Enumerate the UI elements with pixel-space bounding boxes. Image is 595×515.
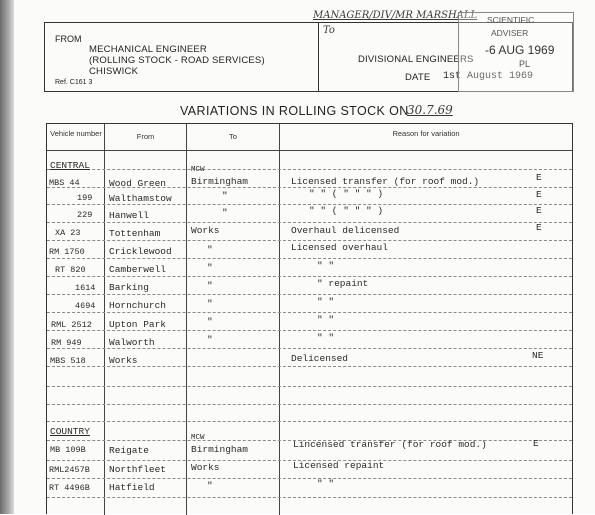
from-label: FROM <box>55 34 82 44</box>
to-maker: MCW <box>191 434 205 442</box>
column-divider <box>104 124 105 515</box>
reason: " repaint <box>317 278 369 289</box>
reason: " " ( " " " ) <box>309 188 384 199</box>
stamp-line-2: ADVISER <box>491 28 529 38</box>
row-rule <box>47 421 572 422</box>
from-garage: Upton Park <box>109 319 167 330</box>
header-to: To <box>229 132 237 141</box>
vehicle-number: 199 <box>77 193 93 203</box>
page-edge-shadow <box>0 0 14 514</box>
from-line-2: (ROLLING STOCK - ROAD SERVICES) <box>89 55 265 66</box>
vehicle-number: MBS 518 <box>50 356 86 366</box>
from-garage: Cricklewood <box>109 246 172 257</box>
from-garage: Hatfield <box>109 482 155 493</box>
received-stamp <box>458 12 574 92</box>
from-garage: Works <box>109 355 138 366</box>
column-divider <box>186 124 187 515</box>
title-date: 30.7.69 <box>407 103 453 117</box>
variations-table <box>46 123 573 514</box>
section-country: COUNTRY <box>50 426 90 437</box>
status-code: E <box>536 172 542 183</box>
vehicle-number: 4694 <box>75 301 96 311</box>
row-rule <box>47 348 572 349</box>
row-rule <box>47 258 572 259</box>
stamp-line-4: PL <box>519 59 531 69</box>
row-rule <box>47 294 572 295</box>
from-garage: Northfleet <box>109 464 167 475</box>
from-garage: Walthamstow <box>109 193 172 204</box>
reason: " " <box>317 296 335 307</box>
from-garage: Camberwell <box>109 264 167 275</box>
from-garage: Hanwell <box>109 210 149 221</box>
reason: Licensed transfer (for roof mod.) <box>291 176 480 187</box>
row-rule <box>47 276 572 277</box>
row-rule <box>47 386 572 387</box>
reason: Licensed repaint <box>293 460 385 471</box>
reason: Delicensed <box>291 353 349 364</box>
from-garage: Wood Green <box>109 178 167 189</box>
reason: " " <box>317 332 335 343</box>
row-rule <box>47 404 572 405</box>
vehicle-number: XA 23 <box>55 228 81 238</box>
stamp-line-1: SCIENTIFIC <box>487 15 535 25</box>
from-garage: Barking <box>109 282 149 293</box>
vehicle-number: MBS 44 <box>49 178 80 188</box>
date-value: 1st August 1969 <box>443 71 534 82</box>
to-destination: " <box>207 262 213 273</box>
from-line-1: MECHANICAL ENGINEER <box>89 44 207 55</box>
status-code: E <box>536 222 542 233</box>
from-garage: Hornchurch <box>109 300 167 311</box>
vehicle-number: RT 820 <box>55 265 86 275</box>
to-destination: " <box>207 480 213 491</box>
vehicle-number: 229 <box>77 210 93 220</box>
page-title: VARIATIONS IN ROLLING STOCK ON <box>180 104 409 118</box>
handwritten-recipient: MANAGER/DIV/MR MARSHALL <box>313 10 478 21</box>
to-destination: Birmingham <box>191 176 249 187</box>
vehicle-number: RM 949 <box>51 338 82 348</box>
status-code: E <box>536 189 542 200</box>
from-garage: Reigate <box>109 445 149 456</box>
header-divider <box>318 23 319 91</box>
reason: " " ( " " " ) <box>309 205 384 216</box>
from-line-3: CHISWICK <box>89 66 139 77</box>
vehicle-number: RML 2512 <box>51 320 92 330</box>
section-central: CENTRAL <box>50 160 90 171</box>
to-destination: " <box>222 207 228 218</box>
vehicle-number: RM 1750 <box>49 247 85 257</box>
vehicle-number: RT 4496B <box>49 483 90 493</box>
row-rule <box>47 312 572 313</box>
row-rule <box>47 366 572 367</box>
status-code: NE <box>532 350 544 361</box>
header-vehicle: Vehicle number <box>50 129 102 138</box>
reason: Lincensed transfer (for roof mod.) <box>293 439 487 450</box>
to-prefix: To <box>323 25 335 36</box>
to-destination: " <box>207 334 213 345</box>
vehicle-number: RML2457B <box>49 465 90 475</box>
status-code: E <box>533 438 539 449</box>
to-destination: " <box>207 298 213 309</box>
from-garage: Walworth <box>109 337 155 348</box>
status-code: E <box>536 205 542 216</box>
to-destination: Birmingham <box>191 444 249 455</box>
stamp-date: -6 AUG 1969 <box>485 43 555 57</box>
to-destination: " <box>207 280 213 291</box>
reason: Overhaul delicensed <box>291 225 400 236</box>
to-line: DIVISIONAL ENGINEERS <box>358 54 474 65</box>
row-rule <box>47 169 572 170</box>
header-reason: Reason for variation <box>392 129 460 138</box>
from-garage: Tottenham <box>109 228 161 239</box>
row-rule <box>47 478 572 479</box>
vehicle-number: MB 109B <box>50 445 86 455</box>
reason: Licensed overhaul <box>291 242 388 253</box>
to-destination: " <box>207 244 213 255</box>
vehicle-number: 1614 <box>75 283 96 293</box>
date-label: DATE <box>405 72 431 83</box>
row-rule <box>47 497 572 498</box>
reason: " " <box>317 260 335 271</box>
row-rule <box>47 240 572 241</box>
to-destination: " <box>207 316 213 327</box>
to-maker: MCW <box>191 166 205 174</box>
row-rule <box>47 330 572 331</box>
header-from: From <box>136 132 155 141</box>
header-rule <box>47 150 572 151</box>
reason: " " <box>317 478 335 489</box>
to-destination: Works <box>191 225 220 236</box>
to-destination: " <box>222 190 228 201</box>
row-rule <box>47 222 572 223</box>
to-destination: Works <box>191 462 220 473</box>
reference-number: Ref. C161 3 <box>55 79 93 86</box>
reason: " " <box>317 314 335 325</box>
column-divider <box>279 124 280 515</box>
